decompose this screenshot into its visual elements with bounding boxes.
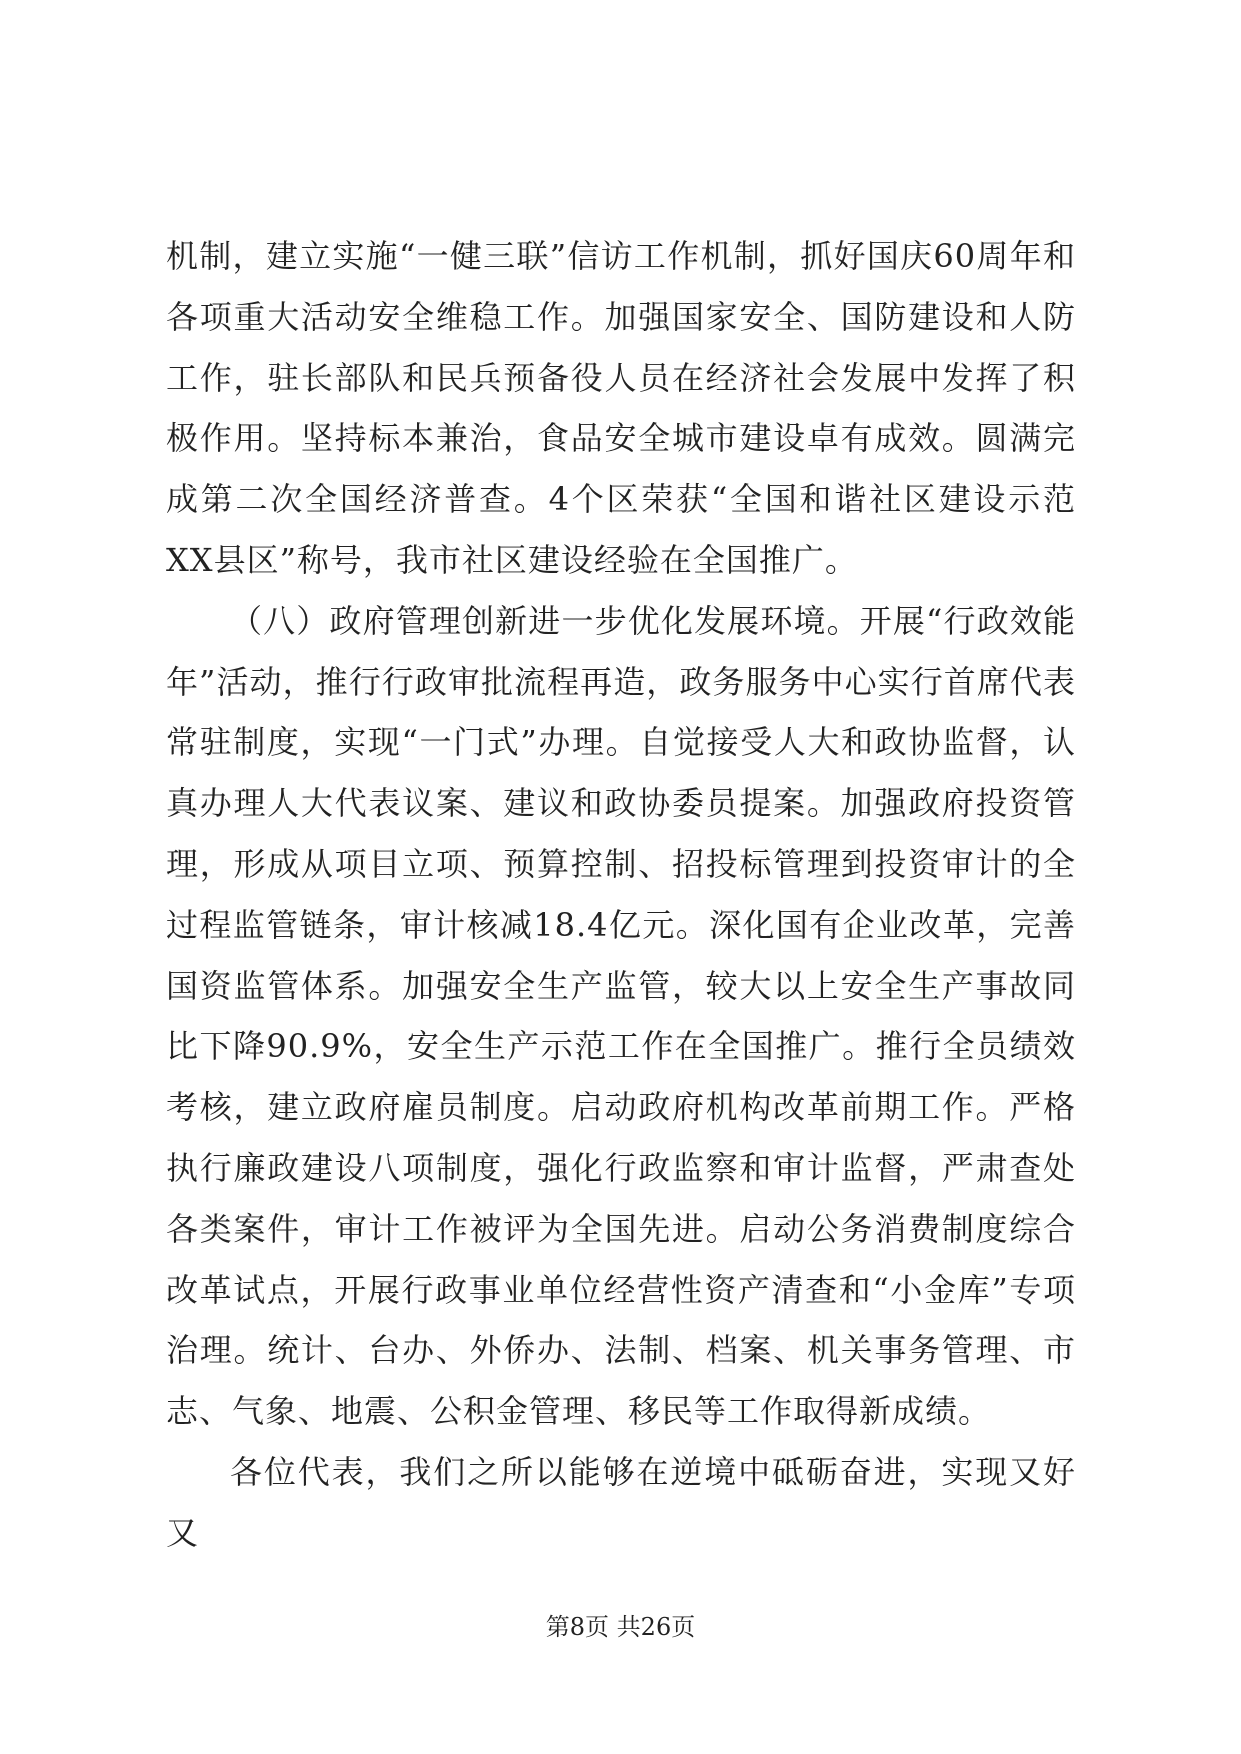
- paragraph-continuation: 机制，建立实施“一健三联”信访工作机制，抓好国庆60周年和各项重大活动安全维稳工作。加强国家安全、国防建设和人防工作，驻长部队和民兵预备役人员在经济社会发展中发挥了积极作用。坚持标本兼治，食品安全城市建设卓有成效。圆满完成第二次全国经济普查。4个区荣获“全国和谐社区建设示范XX县区”称号，我市社区建设经验在全国推广。: [166, 237, 1076, 579]
- document-body: [166, 226, 1076, 1564]
- page-footer: 第8页 共26页: [545, 1613, 696, 1641]
- paragraph-section-eight: （八）政府管理创新进一步优化发展环境。开展“行政效能年”活动，推行行政审批流程再造，政务服务中心实行首席代表常驻制度，实现“一门式”办理。自觉接受人大和政协监督，认真办理人大代表议案、建议和政协委员提案。加强政府投资管理，形成从项目立项、预算控制、招投标管理到投资审计的全过程监管链条，审计核减18.4亿元。深化国有企业改革，完善国资监管体系。加强安全生产监管，较大以上安全生产事故同比下降90.9%，安全生产示范工作在全国推广。推行全员绩效考核，建立政府雇员制度。启动政府机构改革前期工作。严格执行廉政建设八项制度，强化行政监察和审计监督，严肃查处各类案件，审计工作被评为全国先进。启动公务消费制度综合改革试点，开展行政事业单位经营性资产清查和“小金库”专项治理。统计、台办、外侨办、法制、档案、机关事务管理、市志、气象、地震、公积金管理、移民等工作取得新成绩。: [166, 601, 1076, 1431]
- paragraph-delegates: 各位代表，我们之所以能够在逆境中砥砺奋进，实现又好又: [166, 1452, 1076, 1552]
